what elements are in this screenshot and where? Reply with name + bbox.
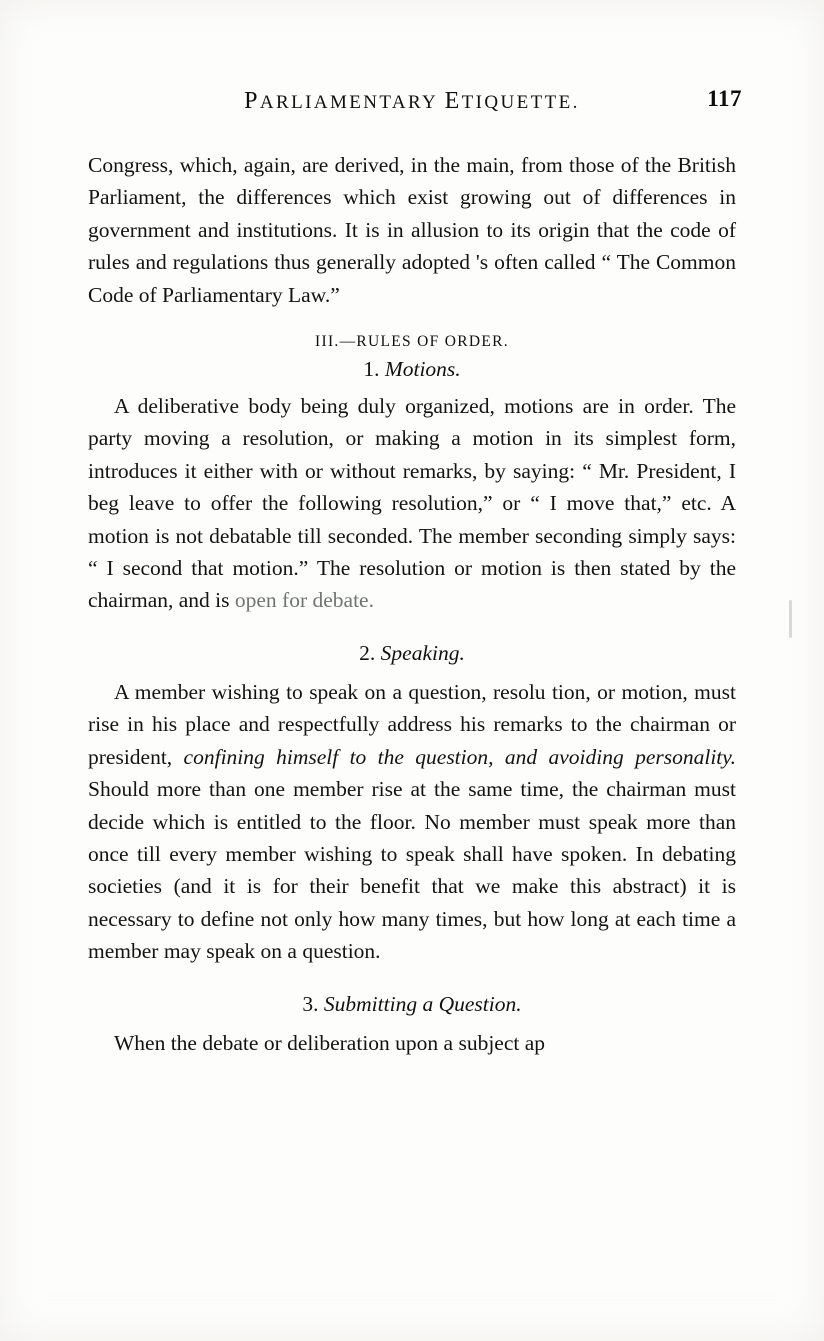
subheading-speaking-title: Speaking. (380, 640, 465, 665)
subheading-motions-title: Motions. (384, 357, 461, 382)
subheading-motions-number: 1. (363, 357, 380, 382)
paragraph-submitting: When the debate or deliberation upon a subject ap (114, 1030, 546, 1055)
subheading-speaking (88, 641, 736, 666)
page-number: 117 (707, 86, 742, 111)
page-blemish (789, 600, 792, 638)
page-content (88, 86, 742, 1059)
paragraph-speaking-text-start: A member wishing to speak on a question, resolu tion, or motion, must rise in his place and respectfully address his remarks to the chairman or president, (88, 679, 736, 769)
paragraph-speaking-emphasis: confining himself to the question, and avoiding personality. (183, 744, 736, 769)
subheading-submitting-title: Submitting a Question. (323, 991, 522, 1016)
running-head (88, 86, 742, 115)
subheading-submitting-a-question (88, 992, 736, 1017)
running-head-title: PARLIAMENTARY ETIQUETTE. (244, 88, 580, 114)
subheading-motions (88, 357, 736, 382)
subheading-speaking-number: 2. (359, 640, 376, 665)
paragraph-speaking-text-end: Should more than one member rise at the same time, the chairman must decide which is entitled to the floor. No member must speak more than once till every member wishing to speak shall have spoken. In debating societies (and it is for their benefit that we make this abstract) it is necessary to define not only how many times, but how long at each time a member may speak on a question. (88, 777, 736, 964)
paragraph-motions (88, 390, 736, 617)
paragraph-speaking (88, 676, 736, 968)
paragraph-motions-faded-text: open for debate. (234, 588, 374, 613)
paragraph-continuation: Congress, which, again, are derived, in the main, from those of the British Parliament, the differences which exist growing out of differences in government and institutions. It is in allusion to its origin that the code of rules and regulations thus generally adopted 's often called “ The Common Code of Parliamentary Law.” (88, 153, 736, 307)
paragraph-motions-text: A deliberative body being duly organized, motions are in order. The party moving a resolution, or making a motion in its simplest form, introduces it either with or without remarks, by saying: “ Mr. President, I beg leave to offer the following resolution,” or “ I move that,” etc. A motion is not debatable till seconded. The member seconding simply says: “ I second that motion.” The resolution or motion is then stated by the chairman, and is (88, 394, 736, 613)
section-heading-rules-of-order: III.—RULES OF ORDER. (315, 333, 509, 351)
subheading-submitting-number: 3. (302, 991, 319, 1016)
